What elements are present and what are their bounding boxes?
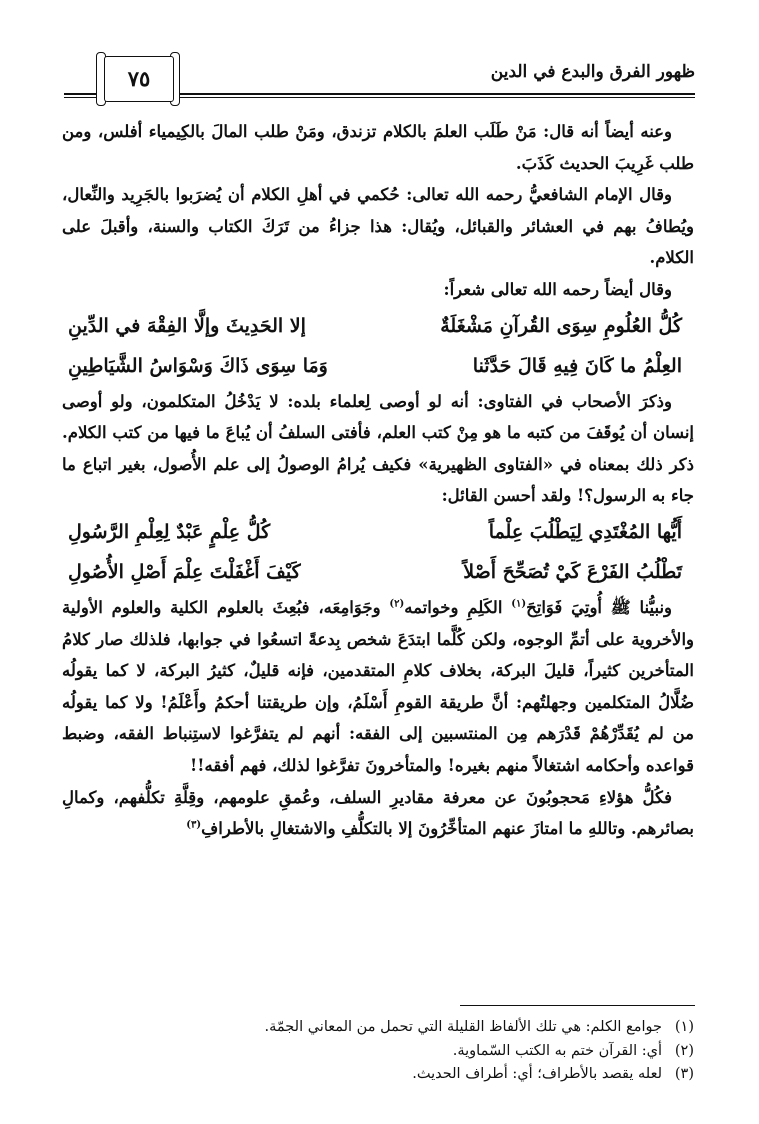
paragraph-segment: وجَوَامِعَه، فبُعِثَ بالعلوم الكلية والعلوم الأولية والأخروية على أتمِّ الوجوه، ولكن كُلَّما ابتدَعَ شخص بِدعةً اتسعُوا في جوابها، فلذلك صار كلامُ المتأخرين كثيراً، قليلَ البركة، بخلاف كلامِ المتقدمين، فإنه قليلٌ، كثيرُ البركة، لا كما يقولُه ضُلَّالُ المتكلمين وجهلتُهم: أنَّ طريقة القومِ أَسْلَمُ، وإن طريقتنا أحكمُ وأَعْلَمُ! ولا كما يقولُه من لم يُقَدِّرْهُمْ قَدْرَهم مِن المنتسبين إلى الفقه: أنهم لم يتفرَّغوا لاستِنباط الفقه، وضبط قواعده وأحكامه اشتغالاً منهم بغيره! والمتأخرونَ تفرَّغوا لذلك، فهم أفقه!! — [62, 597, 694, 775]
verse-first-hemistich: كُلُّ العُلُومِ سِوَى القُرآنِ مَشْغَلَةٌ — [440, 314, 682, 337]
verse-second-hemistich: كَيْفَ أَغْفَلْتَ عِلْمَ أَصْلِ الأُصُولِ — [68, 560, 301, 583]
paragraph: وقال أيضاً رحمه الله تعالى شعراً: — [443, 279, 672, 299]
verse-first-hemistich: أَيُّها المُغْتَدِي لِيَطْلُبَ عِلْماً — [488, 520, 682, 543]
footnote-number: (٢) — [674, 1042, 694, 1059]
paragraph-segment: الكَلِمِ وخواتمه — [404, 597, 503, 617]
paragraph-segment: فكُلُّ هؤلاءِ مَحجوبُونَ عن معرفة مقاديرِ السلف، وعُمقِ علومهم، وقِلَّةِ تكلُّفهم، وكمالِ بصائرهم. وتاللهِ ما امتازَ عنهم المتأخِّرُونَ إلا بالتكلُّفِ والاشتغالِ بالأطرافِ — [62, 787, 694, 839]
paragraph: وعنه أيضاً أنه قال: مَنْ طَلَب العلمَ بالكلام تزندق، ومَنْ طلب المالَ بالكِيمياء أفلس، ومن طلب غَرِيبَ الحديث كَذَبَ. — [62, 122, 694, 173]
paragraph: وذكرَ الأصحاب في الفتاوى: أنه لو أوصى لِعلماء بلده: لا يَدْخُلُ المتكلمون، ولو أوصى إنسان أن يُوقَفَ من كتبه ما هو مِنْ كتب العلم، فأفتى السلفُ أن يُباعَ ما فيها من كتب الكلام. ذكر ذلك بمعناه في «الفتاوى الظهيرية» فكيف يُرامُ الوصولُ إلى علم الأُصول، بغير اتباع ما جاء به الرسول؟! ولقد أحسن القائل: — [62, 391, 694, 506]
paragraph — [62, 592, 694, 782]
poem-verse — [62, 306, 694, 346]
footnote — [62, 1040, 694, 1064]
verse-second-hemistich: وَمَا سِوَى ذَاكَ وَسْوَاسُ الشَّيَاطِينِ — [68, 354, 328, 377]
verse-second-hemistich: كُلُّ عِلْمٍ عَبْدٌ لِعِلْمِ الرَّسُولِ — [68, 520, 271, 543]
poem-verse — [62, 552, 694, 592]
footnotes — [62, 1016, 694, 1087]
footnote-number: (١) — [674, 1019, 694, 1035]
footnote-ref[interactable]: (٣) — [186, 819, 202, 831]
footnote-text: أي: القرآن ختم به الكتب السّماوية. — [452, 1042, 662, 1059]
main-text — [62, 116, 694, 845]
footnote — [62, 1063, 694, 1087]
verse-first-hemistich: تَطْلُبُ الفَرْعَ كَيْ تُصَحِّحَ أَصْلاً — [463, 560, 682, 583]
running-header-title: ظهور الفرق والبدع في الدين — [490, 62, 695, 82]
footnote-separator — [460, 1005, 695, 1006]
poem-verse — [62, 512, 694, 552]
paragraph: وقال الإمام الشافعيُّ رحمه الله تعالى: حُكمي في أهلِ الكلام أن يُضرَبوا بالجَرِيد والنِّعال، ويُطافُ بهم في العشائر والقبائل، ويُقال: هذا جزاءُ من تَرَكَ الكتاب والسنة، وأقبلَ على الكلام. — [62, 185, 694, 268]
footnote-ref[interactable]: (٢) — [389, 598, 405, 610]
paragraph — [62, 782, 694, 845]
paragraph-segment: ونبيُّنا ﷺ أُوتِيَ فَوَاتِحَ — [526, 597, 673, 617]
footnote — [62, 1016, 694, 1040]
footnote-ref[interactable]: (١) — [511, 598, 527, 610]
footnote-text: جوامع الكلم: هي تلك الألفاظ القليلة التي تحمل من المعاني الجمّة. — [264, 1019, 662, 1035]
footnote-number: (٣) — [674, 1066, 694, 1082]
page-number: ٧٥ — [104, 56, 174, 102]
verse-first-hemistich: العِلْمُ ما كَانَ فِيهِ قَالَ حَدَّثَنا — [472, 354, 682, 377]
verse-second-hemistich: إلا الحَدِيثَ وإلَّا الفِقْهَ في الدِّينِ — [68, 314, 306, 337]
footnote-text: لعله يقصد بالأطراف؛ أي: أطراف الحديث. — [412, 1066, 662, 1082]
poem-verse — [62, 346, 694, 386]
